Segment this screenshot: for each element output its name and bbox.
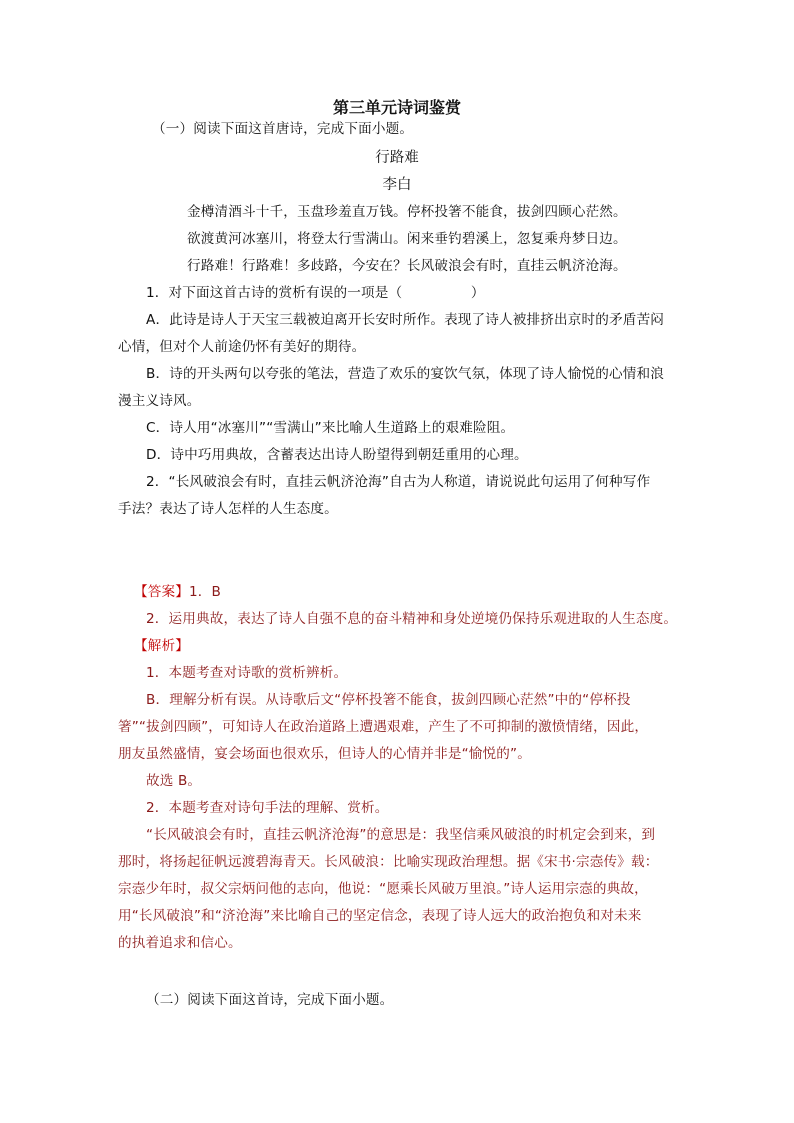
question-1-option-c: C．诗人用“冰塞川”“雪满山”来比喻人生道路上的艰难险阻。 (146, 420, 515, 436)
section-1-intro: （一）阅读下面这首唐诗，完成下面小题。 (152, 121, 414, 137)
analysis-line: 箸”“拔剑四顾”，可知诗人在政治道路上遭遇艰难，产生了不可抑制的激愤情绪，因此， (118, 719, 649, 735)
analysis-line: 宗悫少年时，叔父宗炳问他的志向，他说：“愿乘长风破万里浪。”诗人运用宗悫的典故， (118, 881, 648, 897)
poem-line: 金樽清酒斗十千，玉盘珍羞直万钱。停杯投箸不能食，拔剑四顾心茫然。 (187, 204, 627, 220)
poem-author: 李白 (382, 177, 412, 193)
section-2-intro: （二）阅读下面这首诗，完成下面小题。 (146, 992, 394, 1008)
analysis-label: 【解析】 (134, 638, 189, 654)
question-2: 2．“长风破浪会有时，直挂云帆济沧海”自古为人称道，请说说此句运用了何种写作 (146, 474, 651, 490)
analysis-line: B．理解分析有误。从诗歌后文“停杯投箸不能食，拔剑四顾心茫然”中的“停杯投 (146, 692, 631, 708)
analysis-line: 故选 B。 (146, 773, 202, 789)
question-1-option-a: A．此诗是诗人于天宝三载被迫离开长安时所作。表现了诗人被排挤出京时的矛盾苦闷 (146, 312, 664, 328)
question-1-option-b-cont: 漫主义诗风。 (118, 393, 201, 409)
question-2-cont: 手法？表达了诗人怎样的人生态度。 (118, 501, 338, 517)
analysis-line: “长风破浪会有时，直挂云帆济沧海”的意思是：我坚信乘风破浪的时机定会到来，到 (146, 827, 656, 843)
poem-title: 行路难 (375, 150, 419, 166)
analysis-line: 用“长风破浪”和“济沧海”来比喻自己的坚定信念，表现了诗人远大的政治抱负和对未来 (118, 908, 642, 924)
analysis-line: 1．本题考查对诗歌的赏析辨析。 (146, 665, 348, 681)
poem-line: 欲渡黄河冰塞川，将登太行雪满山。闲来垂钓碧溪上，忽复乘舟梦日边。 (187, 231, 627, 247)
analysis-line: 那时，将扬起征帆远渡碧海青天。长风破浪：比喻实现政治理想。据《宋书·宗悫传》载： (118, 854, 659, 870)
answer-line-1 (134, 582, 221, 602)
answer-label: 【答案】 (134, 584, 189, 600)
question-1-option-d: D．诗中巧用典故，含蓄表达出诗人盼望得到朝廷重用的心理。 (146, 447, 528, 463)
question-1: 1．对下面这首古诗的赏析有误的一项是（ ） (146, 285, 485, 301)
question-1-option-a-cont: 心情，但对个人前途仍怀有美好的期待。 (118, 339, 366, 355)
analysis-line: 2．本题考查对诗句手法的理解、赏析。 (146, 800, 389, 816)
poem-line: 行路难！行路难！多歧路，今安在？长风破浪会有时，直挂云帆济沧海。 (187, 258, 627, 274)
answer-1: 1．B (188, 584, 222, 600)
analysis-line: 朋友虽然盛情，宴会场面也很欢乐，但诗人的心情并非是“愉悦的”。 (118, 746, 531, 762)
page-title: 第三单元诗词鉴赏 (332, 98, 461, 117)
analysis-line: 的执着追求和信心。 (118, 935, 242, 951)
answer-2: 2．运用典故，表达了诗人自强不息的奋斗精神和身处逆境仍保持乐观进取的人生态度。 (146, 611, 678, 627)
question-1-option-b: B．诗的开头两句以夸张的笔法，营造了欢乐的宴饮气氛，体现了诗人愉悦的心情和浪 (146, 366, 664, 382)
